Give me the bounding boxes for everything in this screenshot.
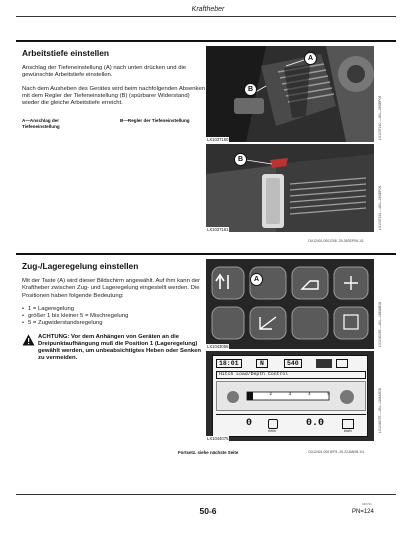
warning-triangle-icon xyxy=(22,334,35,346)
callout-a: A xyxy=(250,273,263,286)
engine-icon xyxy=(268,419,278,429)
scale-label: 2 xyxy=(269,392,273,397)
load-depth-slider xyxy=(217,382,367,412)
display-screen xyxy=(206,351,374,441)
legend-a: A—Anschlag der Tiefeneinstellung xyxy=(22,118,60,129)
hitch-icon xyxy=(316,359,332,368)
photo-caption: LX1043055 xyxy=(207,344,229,349)
screen-title: Hitch Load/Depth Control xyxy=(216,371,366,379)
photo-depth-regulator xyxy=(206,144,374,232)
section-rule xyxy=(16,40,396,42)
ground-speed: 0.0 xyxy=(306,418,325,429)
hitch-control-screen xyxy=(212,355,368,437)
photo-depth-stop-illustration xyxy=(206,46,374,142)
list-item: • größer 1 bis kleiner 5 = Mischregelung xyxy=(22,313,206,320)
paragraph: Mit der Taste (A) wird dieser Bildschirm angewählt. Auf ihm kann der Kraftheber zwischen Zug- und Lageregelung eingestellt werden. Die Positionen haben folgende Bedeutung: xyxy=(22,278,200,299)
footer-rule xyxy=(16,494,396,495)
photo-side-ref: LX1037160 —UN—26SEP06 xyxy=(378,95,382,140)
photo-side-ref: LX1044075 —UN—11MAR08 xyxy=(378,388,382,433)
pto-value: 540 xyxy=(284,359,302,368)
continued-note: Fortsetz. siehe nächste Seite xyxy=(178,450,239,455)
scale-label: 5 xyxy=(327,392,330,397)
engine-unit: r/min xyxy=(268,429,276,433)
photo-caption: LX1037160 xyxy=(207,137,229,142)
photo-depth-regulator-illustration xyxy=(206,144,374,232)
warning-text: ACHTUNG: Vor dem Anhängen von Geräten an die Dreipunktaufhängung muß die Position 1 (Lageregelung) gewählt werden, um unbeabsichtigtes Heben oder Senken zu vermeiden. xyxy=(38,333,202,362)
section-title: Zug-/Lageregelung einstellen xyxy=(22,261,139,271)
scale-label: 3 xyxy=(288,392,292,397)
scale-label: 4 xyxy=(307,392,311,397)
photo-control-panel-illustration xyxy=(206,259,374,349)
callout-b: B xyxy=(234,153,247,166)
warning xyxy=(22,334,206,363)
reference-code: OU12401,0001EF8 -29-22JAN08-1/4 xyxy=(308,450,364,454)
scale-label: 1 xyxy=(250,392,253,397)
speed-unit: km/h xyxy=(344,429,352,433)
control-panel-area xyxy=(216,381,366,411)
section-title: Arbeitstiefe einstellen xyxy=(22,48,110,58)
running-header: Kraftheber xyxy=(191,6,225,13)
photo-side-ref: LX1037161 —UN—26SEP06 xyxy=(378,185,382,230)
photo-control-panel xyxy=(206,259,374,349)
engine-speed: 0 xyxy=(246,418,253,429)
legend-b: B—Regler der Tiefeneinstellung xyxy=(120,118,190,123)
position-list xyxy=(22,306,206,328)
header-rule xyxy=(16,16,396,17)
print-number: PN=124 xyxy=(352,509,374,515)
paragraph: Anschlag der Tiefeneinstellung (A) nach unten drücken und die gewünschte Arbeitstiefe einstellen. xyxy=(22,65,187,79)
callout-a: A xyxy=(304,52,317,65)
section-zug-lageregelung xyxy=(16,253,396,463)
list-item: • 5 = Zugwiderstandsregelung xyxy=(22,320,206,327)
status-bar xyxy=(216,359,366,368)
gear-indicator: N xyxy=(256,359,268,368)
reference-code: OU12401,0001208 -29-26SEP06-1/1 xyxy=(308,239,364,243)
speed-icon xyxy=(342,419,354,429)
section-rule xyxy=(16,253,396,255)
settings-icon xyxy=(336,359,348,368)
photo-side-ref: LX1043055 —UN—18MAR08 xyxy=(378,301,382,347)
readout-bar xyxy=(216,414,366,434)
section-arbeitstiefe xyxy=(16,40,396,250)
slider-scale xyxy=(250,392,330,397)
clock: 18:01 xyxy=(216,359,242,368)
footer-tiny-code: 040711 xyxy=(362,502,372,506)
callout-b: B xyxy=(244,83,257,96)
photo-caption: LX1044075 xyxy=(207,436,229,441)
list-item: • 1 = Lageregelung xyxy=(22,306,206,313)
photo-caption: LX1037161 xyxy=(207,227,229,232)
paragraph: Nach dem Ausheben des Gerätes wird beim nachfolgenden Absenken mit dem Regler der Tiefeneinstellung (B) (spürbarer Widerstand) wieder die gleiche Arbeitstiefe erreicht. xyxy=(22,85,206,107)
photo-depth-stop xyxy=(206,46,374,142)
page-number: 50-6 xyxy=(199,506,217,516)
